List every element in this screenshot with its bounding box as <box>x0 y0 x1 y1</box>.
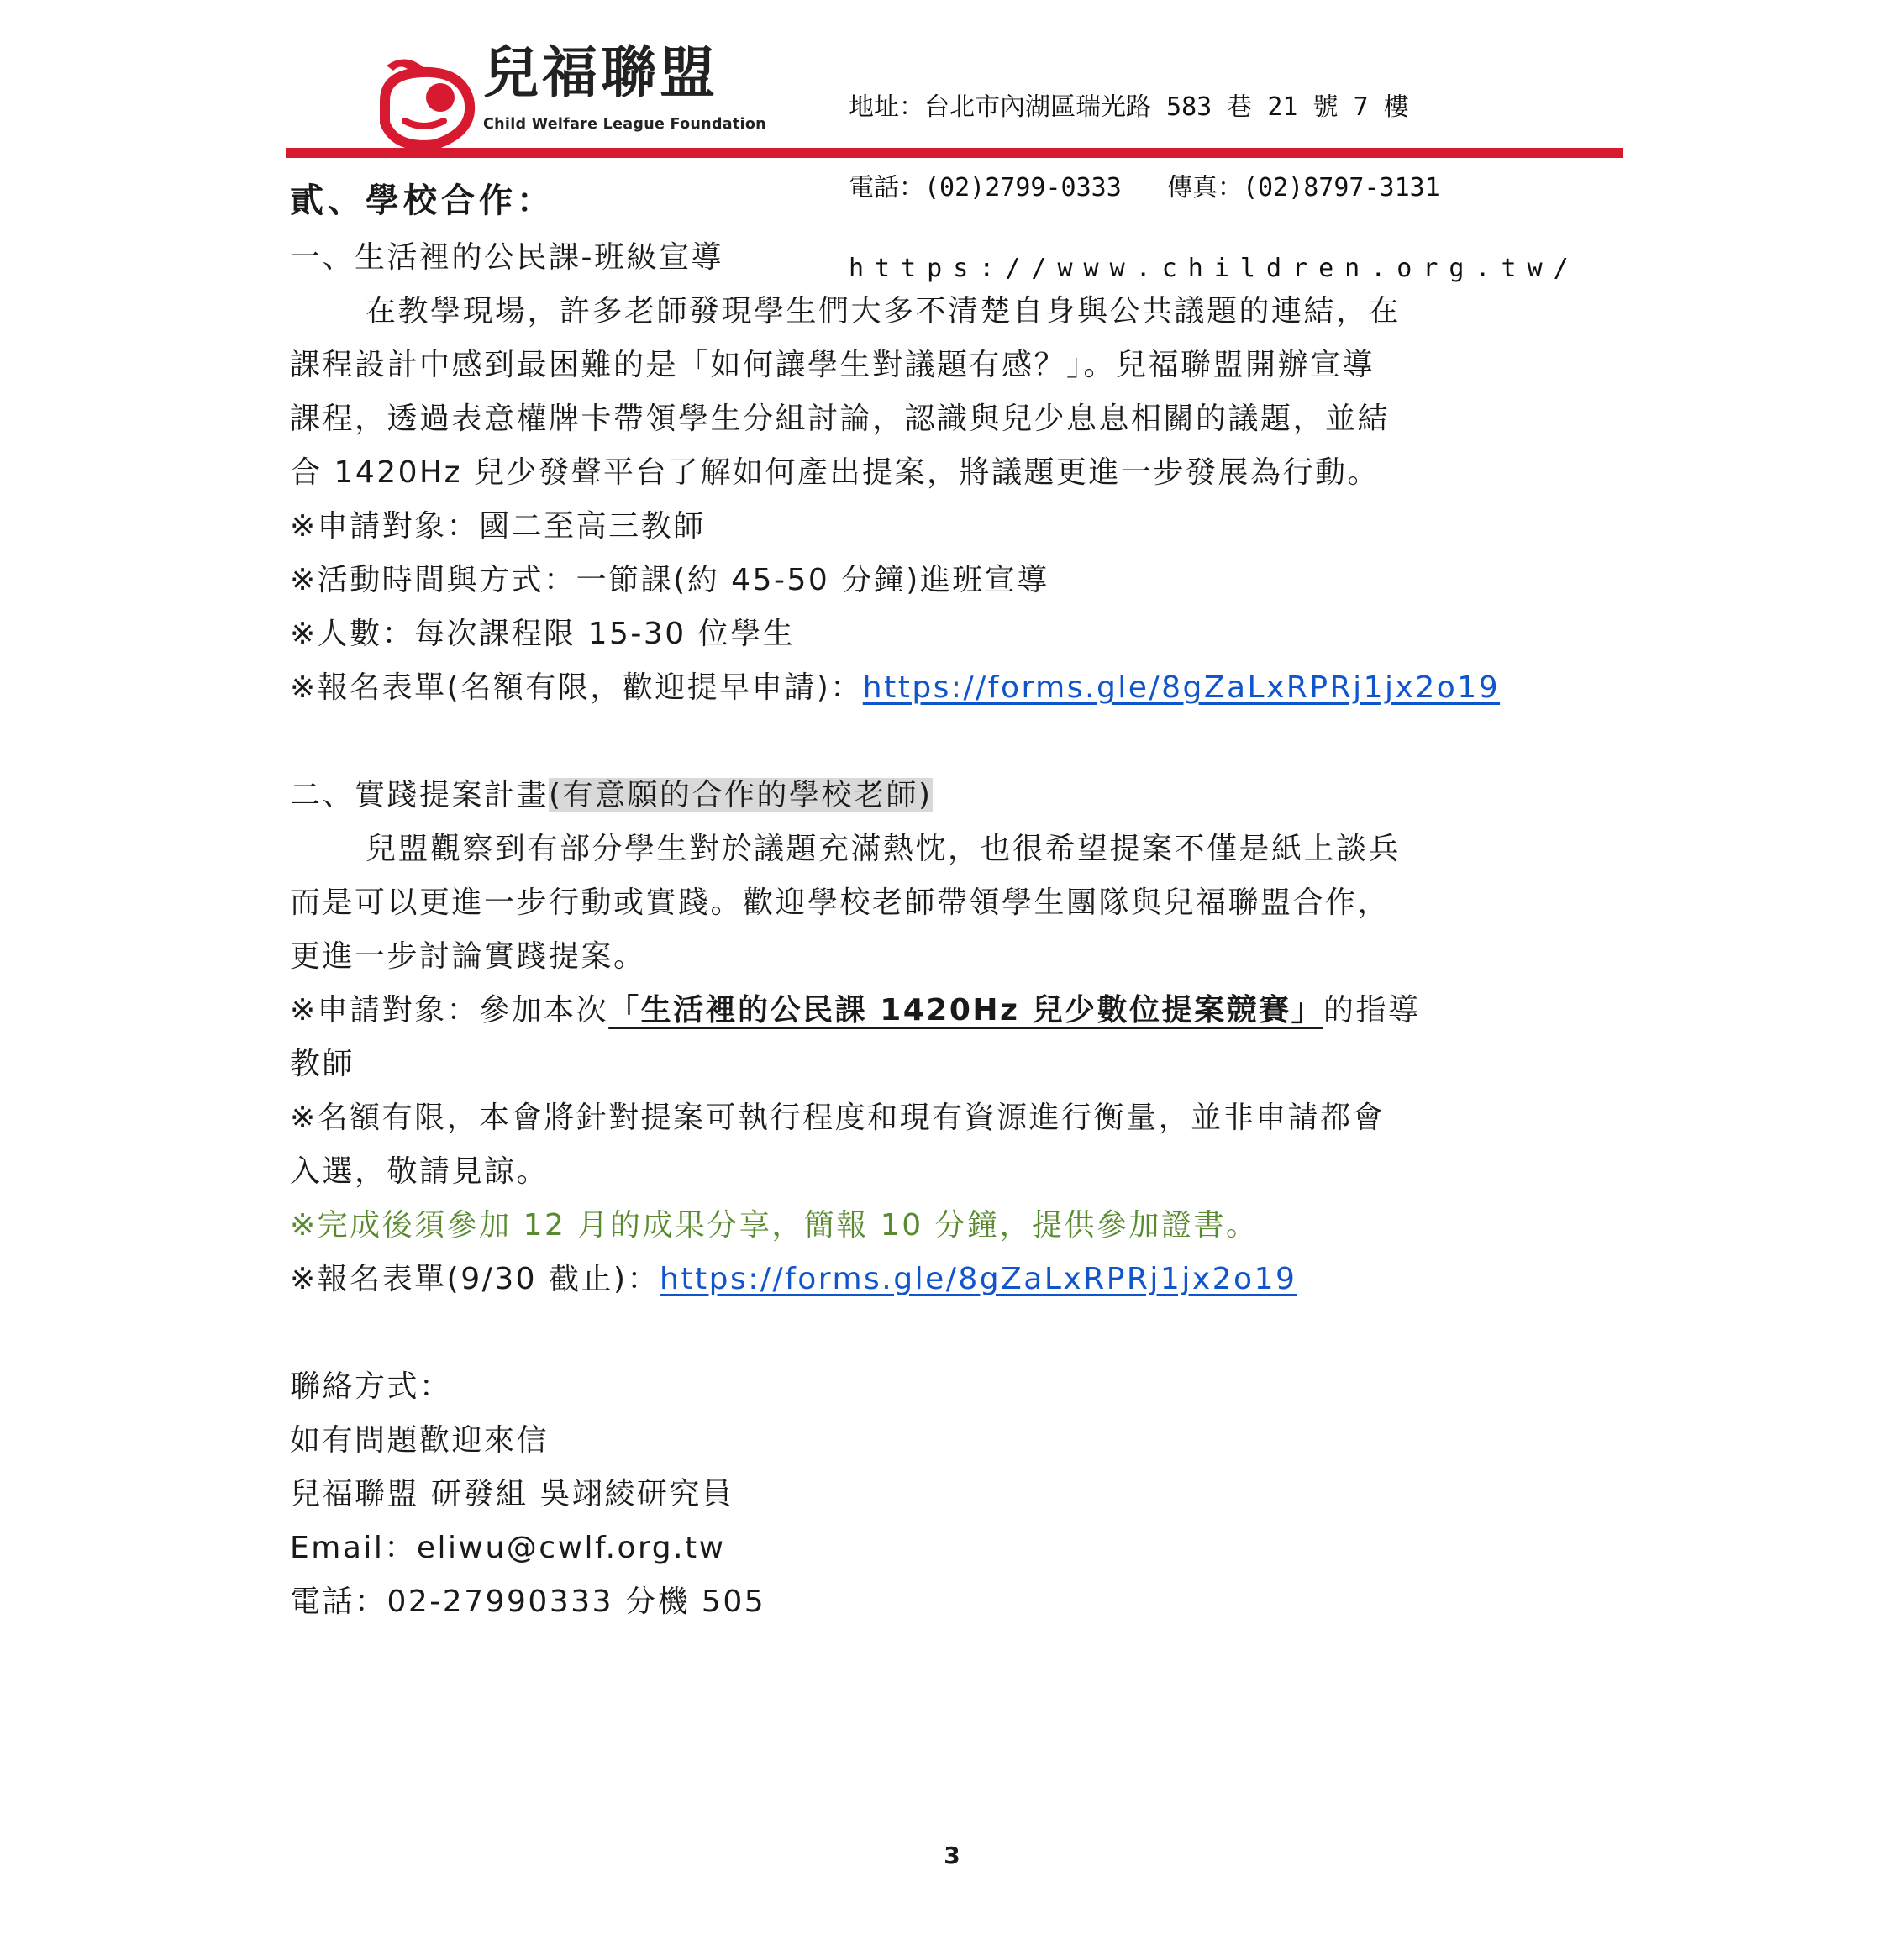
part2-heading-highlight: (有意願的合作的學校老師) <box>549 778 933 812</box>
part2-paragraph-line: 更進一步討論實踐提案。 <box>290 939 646 974</box>
contact-heading: 聯絡方式： <box>290 1369 452 1404</box>
header-phone-fax: 電話：(02)2799-0333 傳真：(02)8797-3131 <box>849 175 1440 202</box>
part1-heading: 一、生活裡的公民課-班級宣導 <box>290 240 723 275</box>
part1-paragraph-line: 合 1420Hz 兒少發聲平台了解如何產出提案，將議題更進一步發展為行動。 <box>290 455 1380 490</box>
section-title: 貳、學校合作： <box>290 181 555 220</box>
contact-email[interactable]: Email：eliwu@cwlf.org.tw <box>290 1531 726 1565</box>
part1-form-link[interactable]: https://forms.gle/8gZaLxRPRj1jx2o19 <box>862 670 1501 705</box>
part2-target-line <box>290 991 1421 1031</box>
contact-person: 兒福聯盟 研發組 吳翊綾研究員 <box>290 1477 734 1511</box>
contact-line: 如有問題歡迎來信 <box>290 1423 550 1458</box>
part1-form-label: ※報名表單(名額有限，歡迎提早申請)： <box>290 670 863 705</box>
part1-count: ※人數：每次課程限 15-30 位學生 <box>290 617 796 651</box>
part2-limit-line: ※名額有限，本會將針對提案可執行程度和現有資源進行衡量，並非申請都會 <box>290 1101 1386 1135</box>
part1-paragraph-line: 課程，透過表意權牌卡帶領學生分組討論，認識與兒少息息相關的議題，並結 <box>290 402 1391 436</box>
header-divider <box>286 148 1623 158</box>
part2-paragraph-line: 兒盟觀察到有部分學生對於議題充滿熱忱，也很希望提案不僅是紙上談兵 <box>366 832 1402 866</box>
part2-form-link[interactable]: https://forms.gle/8gZaLxRPRj1jx2o19 <box>660 1262 1297 1296</box>
part2-target-prefix: ※申請對象：參加本次 <box>290 993 609 1027</box>
part2-paragraph-line: 而是可以更進一步行動或實踐。歡迎學校老師帶領學生團隊與兒福聯盟合作， <box>290 886 1391 920</box>
part1-form-line <box>290 668 1500 708</box>
part2-form-label: ※報名表單(9/30 截止)： <box>290 1262 660 1296</box>
contact-phone: 電話：02-27990333 分機 505 <box>290 1584 766 1619</box>
part2-limit-line: 入選，敬請見諒。 <box>290 1154 550 1189</box>
child-welfare-logo-icon <box>370 50 487 151</box>
part2-target-suffix: 的指導 <box>1323 993 1421 1027</box>
logo-name: 兒福聯盟 <box>483 40 718 105</box>
part2-target-event: 「生活裡的公民課 1420Hz 兒少數位提案競賽」 <box>608 993 1324 1027</box>
part1-target: ※申請對象：國二至高三教師 <box>290 509 706 544</box>
part2-heading: 二、實踐提案計畫 <box>290 778 550 812</box>
header-address: 地址：台北市內湖區瑞光路 583 巷 21 號 7 樓 <box>849 94 1409 121</box>
part2-share-note: ※完成後須參加 12 月的成果分享，簡報 10 分鐘，提供參加證書。 <box>290 1208 1259 1243</box>
page-number: 3 <box>944 1842 960 1869</box>
part1-paragraph-line: 課程設計中感到最困難的是「如何讓學生對議題有感？」。兒福聯盟開辦宣導 <box>290 348 1375 382</box>
header-website[interactable]: https://www.children.org.tw/ <box>849 255 1580 282</box>
part2-heading-line <box>290 775 933 816</box>
part2-target-line2: 教師 <box>290 1047 355 1081</box>
part1-paragraph-line: 在教學現場，許多老師發現學生們大多不清楚自身與公共議題的連結，在 <box>366 294 1402 328</box>
part1-time: ※活動時間與方式：一節課(約 45-50 分鐘)進班宣導 <box>290 563 1049 597</box>
part2-form-line <box>290 1259 1297 1300</box>
logo-english-name: Child Welfare League Foundation <box>483 116 766 133</box>
